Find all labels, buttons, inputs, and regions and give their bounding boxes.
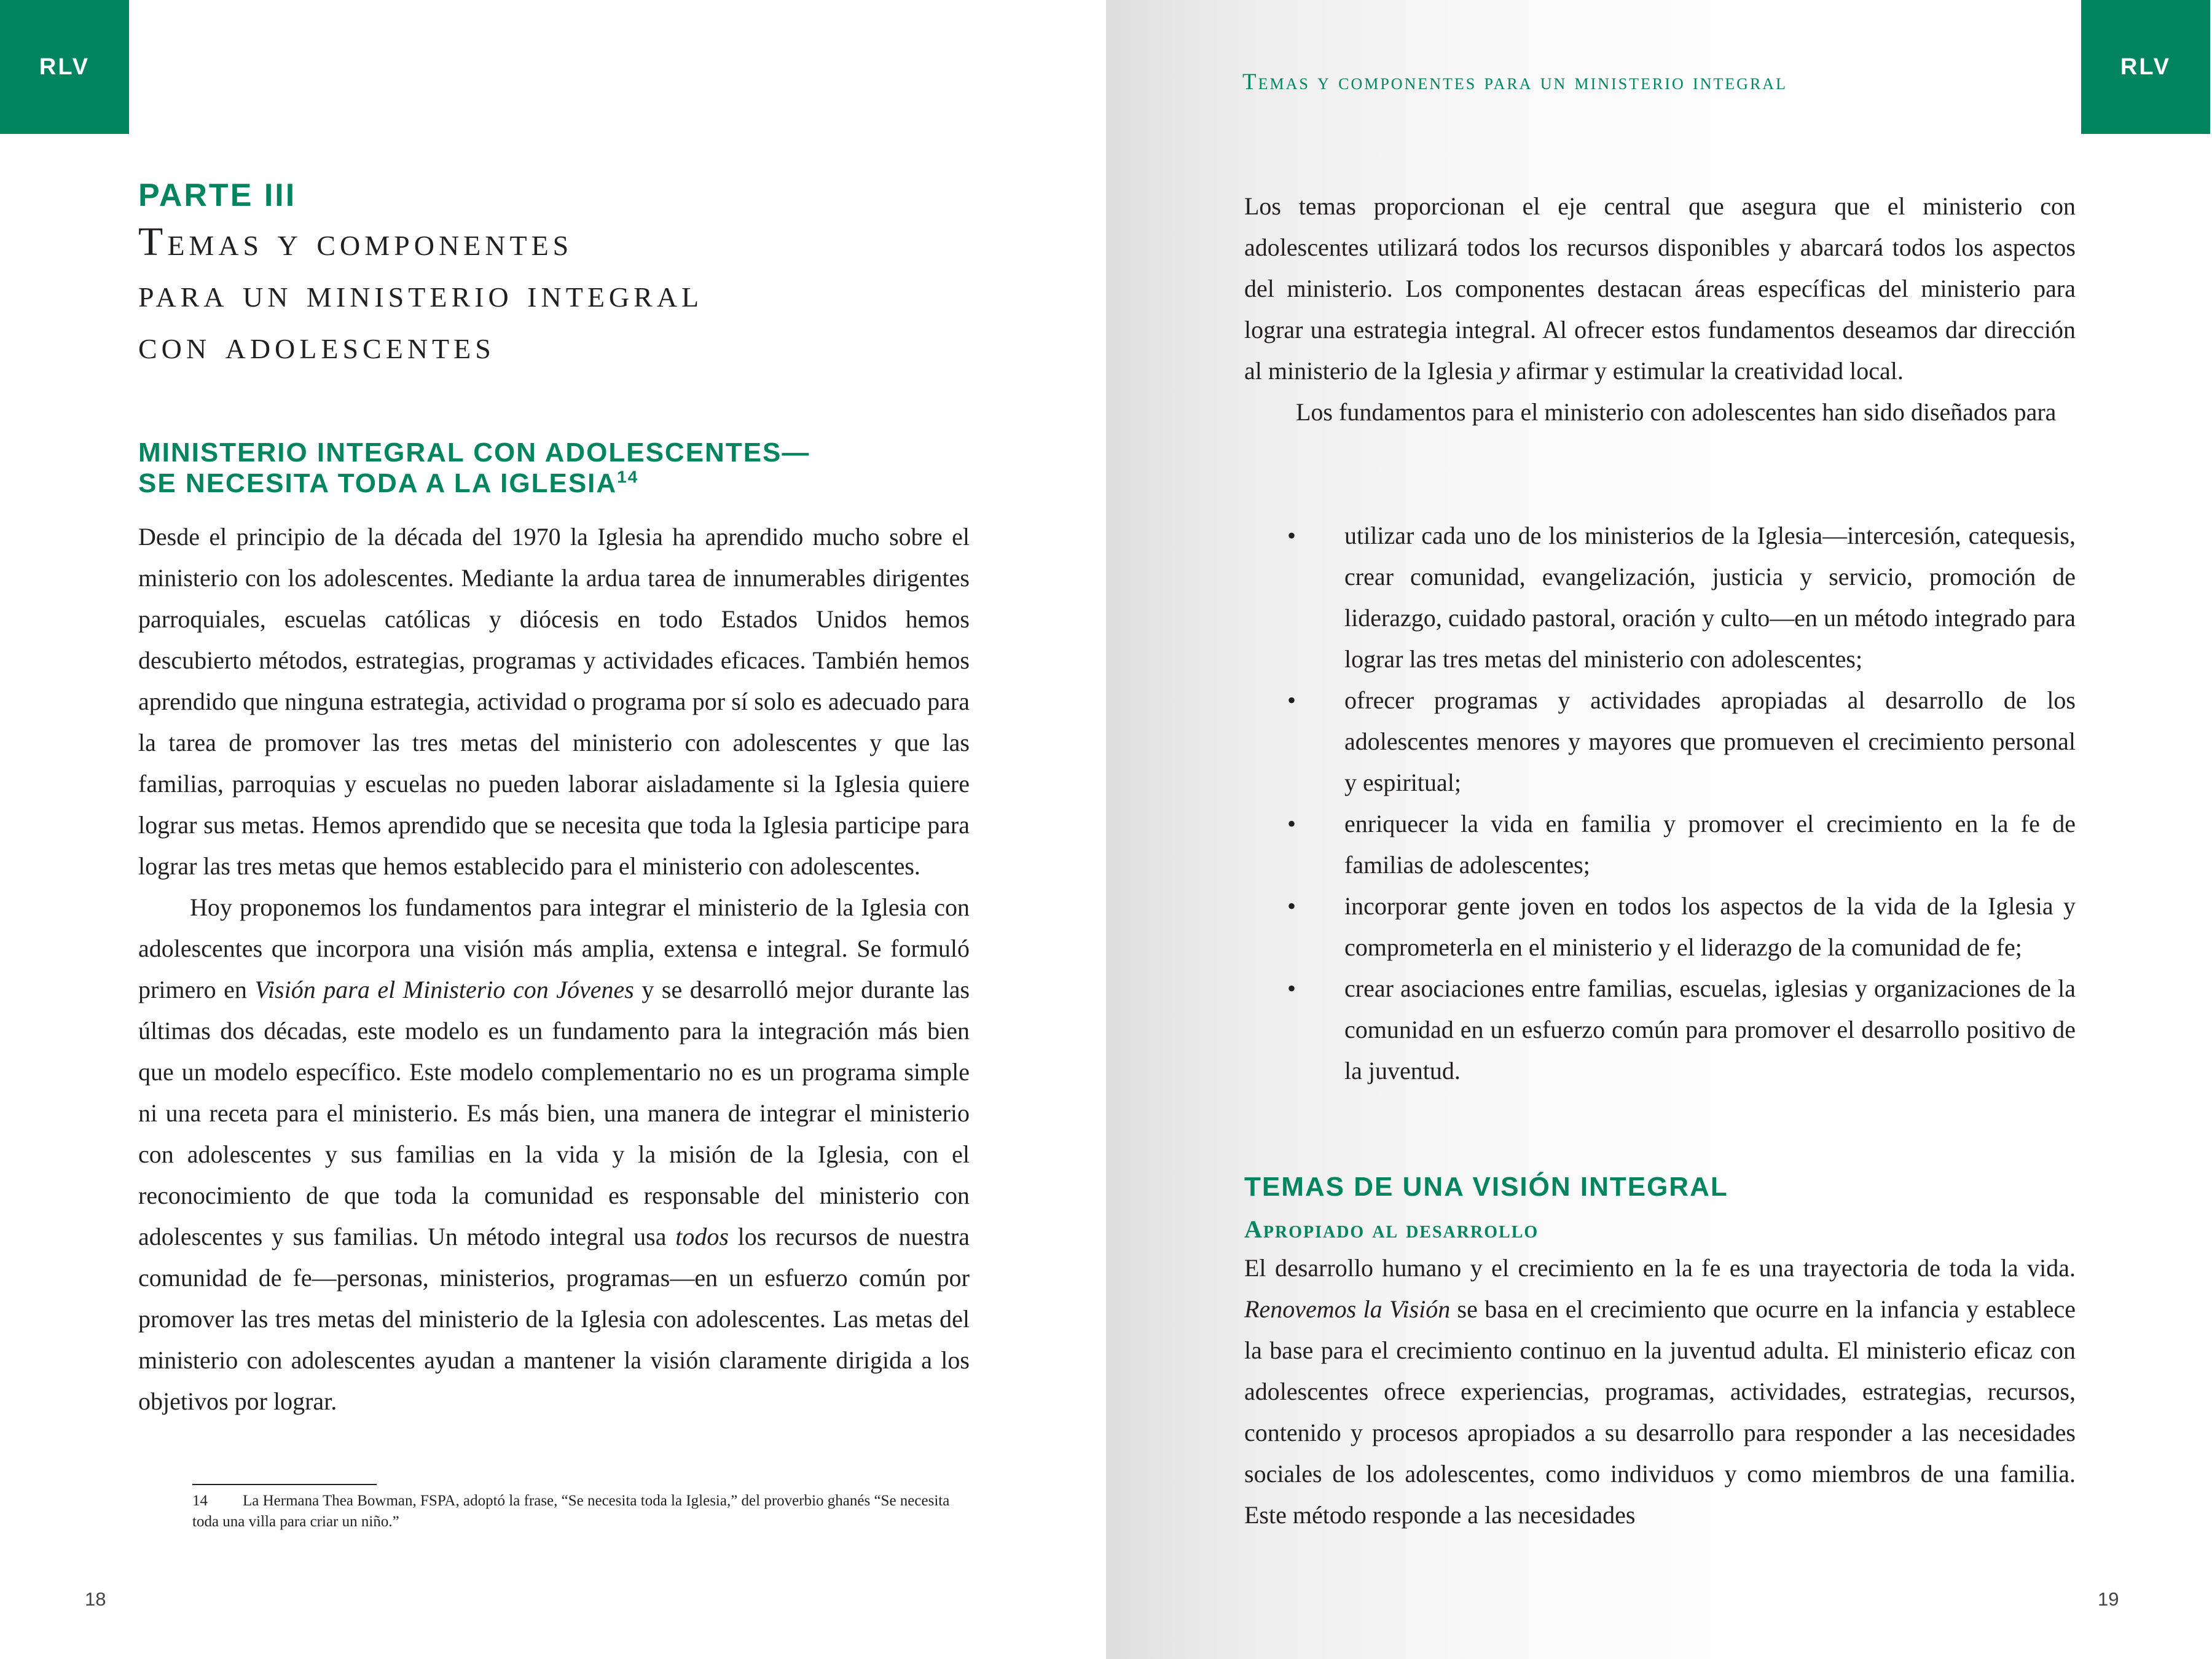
part-title: [138, 216, 1011, 371]
bullet-icon: •: [1287, 686, 1296, 714]
sub-heading: Apropiado al desarrollo: [1244, 1215, 1539, 1243]
text-run: El desarrollo humano y el crecimiento en la fe es una trayectoria de toda la vida.: [1244, 1254, 2076, 1282]
right-body-text: [1244, 1247, 2076, 1535]
list-item: [1244, 885, 2076, 968]
list-item: [1244, 680, 2076, 803]
footnote-number: 14: [192, 1492, 208, 1509]
part-title-line: con adolescentes: [138, 323, 495, 367]
footnote-divider: [192, 1484, 377, 1485]
section-heading-line: TEMAS DE UNA VISIÓN INTEGRAL: [1244, 1172, 1728, 1202]
text-run: Los temas proporcionan el eje central que asegura que el ministerio con adolescentes utilizará todos los recursos disponibles y abarcará todos los aspectos del ministerio. Los componentes destacan áreas específicas del ministerio para lograr una estrategia integral. Al ofrecer estos fundamentos deseamos dar dirección al ministerio de la Iglesia: [1244, 192, 2076, 385]
bullet-icon: •: [1287, 892, 1296, 920]
text-run: Hoy proponemos los fundamentos para integrar el ministerio de la Iglesia con adolescentes que incorpora una visión más amplia, extensa e integral. Se formuló primero en: [138, 893, 970, 1003]
bullet-list: [1244, 515, 2076, 1091]
list-item-text: incorporar gente joven en todos los aspectos de la vida de la Iglesia y comprometerla en el ministerio y el liderazgo de la comunidad de fe;: [1344, 892, 2076, 961]
text-run: y se desarrolló mejor durante las últimas dos décadas, este modelo es un fundamento para la integración más bien que un modelo específico. Este modelo complementario no es un programa simple ni una receta para el ministerio. Es más bien, una manera de integrar el ministerio con adolescentes y sus familias en la vida y la misión de la Iglesia, con el reconocimiento de que toda la comunidad es responsable del ministerio con adolescentes y sus familias. Un método integral usa: [138, 976, 970, 1250]
text-run: los recursos de nuestra comunidad de fe—personas, ministerios, programas—en un esfuerzo común por promover las tres metas del ministerio de la Iglesia con adolescentes. Las metas del ministerio con adolescentes ayudan a mantener la visión claramente dirigida a los objetivos por lograr.: [138, 1223, 970, 1415]
list-item-text: ofrecer programas y actividades apropiadas al desarrollo de los adolescentes menores y mayores que promueven el crecimiento personal y espiritual;: [1344, 686, 2076, 796]
section-tab-right: RLV: [2081, 0, 2210, 134]
part-title-line: para un ministerio integral: [138, 271, 704, 316]
section-heading-line: MINISTERIO INTEGRAL CON ADOLESCENTES—: [138, 437, 810, 468]
right-intro-text: [1244, 186, 2076, 433]
list-item: [1244, 803, 2076, 885]
right-page: [1106, 0, 2212, 1659]
left-body-text: [138, 516, 970, 1422]
paragraph: Desde el principio de la década del 1970 la Iglesia ha aprendido mucho sobre el ministerio con los adolescentes. Mediante la ardua tarea de innumerables dirigentes parroquiales, escuelas católicas y diócesis en todo Estados Unidos hemos descubierto métodos, estrategias, programas y actividades eficaces. También hemos aprendido que ninguna estrategia, actividad o programa por sí solo es adecuado para la tarea de promover las tres metas del ministerio con adolescentes y que las familias, parroquias y escuelas no pueden laborar aisladamente si la Iglesia quiere lograr sus metas. Hemos aprendido que se necesita que toda la Iglesia participe para lograr las tres metas que hemos establecido para el ministerio con adolescentes.: [138, 523, 970, 880]
list-item-text: enriquecer la vida en familia y promover el crecimiento en la fe de familias de adolescentes;: [1344, 810, 2076, 879]
footnote-reference[interactable]: 14: [617, 467, 639, 487]
text-run: afirmar y estimular la creatividad local.: [1510, 357, 1904, 385]
paragraph: [1244, 186, 2076, 391]
page-number: 18: [85, 1588, 106, 1610]
section-heading-line: [138, 468, 998, 499]
section-tab-left: RLV: [0, 0, 129, 134]
list-item-text: utilizar cada uno de los ministerios de la Iglesia—intercesión, catequesis, crear comunidad, evangelización, justicia y servicio, promoción de liderazgo, cuidado pastoral, oración y culto—en un método integrado para lograr las tres metas del ministerio con adolescentes;: [1344, 522, 2076, 673]
footnote-text: La Hermana Thea Bowman, FSPA, adoptó la frase, “Se necesita toda la Iglesia,” del proverbio ghanés “Se necesita toda una villa para criar un niño.”: [192, 1492, 950, 1530]
text-run: se basa en el crecimiento que ocurre en la infancia y establece la base para el crecimiento continuo en la juventud adulta. El ministerio eficaz con adolescentes ofrece experiencias, programas, actividades, estrategias, recursos, contenido y procesos apropiados a su desarrollo para responder a las necesidades sociales de los adolescentes, como individuos y como miembros de una familia. Este método responde a las necesidades: [1244, 1295, 2076, 1529]
bullet-icon: •: [1287, 975, 1296, 1002]
running-head: Temas y componentes para un ministerio integral: [1242, 69, 1787, 95]
section-heading: [138, 437, 998, 499]
section-heading: [1244, 1172, 1982, 1202]
italic-emphasis: y: [1499, 357, 1510, 385]
page-number: 19: [2098, 1588, 2119, 1610]
list-item: [1244, 968, 2076, 1091]
bullet-icon: •: [1287, 522, 1296, 549]
list-item-text: crear asociaciones entre familias, escuelas, iglesias y organizaciones de la comunidad en un esfuerzo común para promover el desarrollo positivo de la juventud.: [1344, 975, 2076, 1084]
section-heading-text: SE NECESITA TODA A LA IGLESIA: [138, 468, 618, 498]
paragraph: [138, 887, 970, 1422]
part-title-line: Temas y componentes: [138, 219, 573, 264]
italic-title: Visión para el Ministerio con Jóvenes: [254, 976, 634, 1003]
paragraph: Los fundamentos para el ministerio con adolescentes han sido diseñados para: [1296, 398, 2057, 426]
bullet-icon: •: [1287, 810, 1296, 837]
part-label: PARTE III: [138, 178, 297, 213]
list-item: [1244, 515, 2076, 680]
italic-title: Renovemos la Visión: [1244, 1295, 1451, 1323]
paragraph: [1244, 1247, 2076, 1535]
footnote: [192, 1491, 973, 1532]
italic-emphasis: todos: [675, 1223, 729, 1250]
